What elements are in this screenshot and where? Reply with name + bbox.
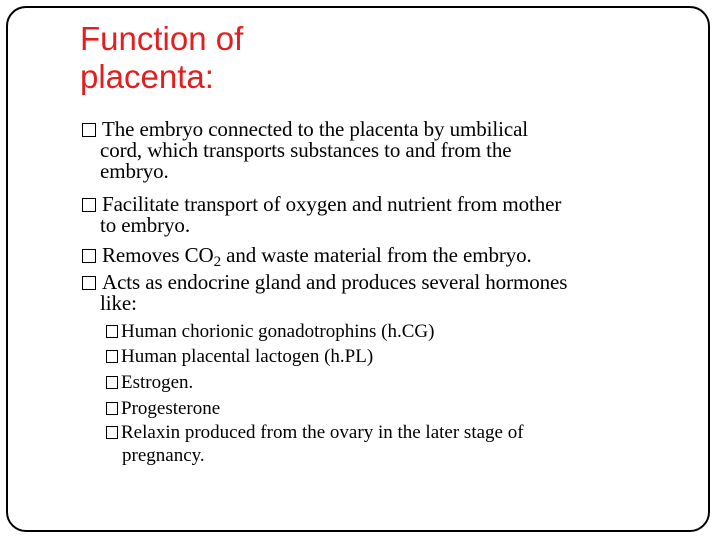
- sub-bullet-item-2: [106, 345, 666, 368]
- bullet-item-2: [82, 194, 692, 236]
- square-bullet-icon: [106, 402, 118, 415]
- bullet-text: Removes CO: [102, 243, 214, 267]
- square-bullet-icon: [106, 376, 118, 389]
- square-bullet-icon: [82, 123, 96, 137]
- bullet-text-cont: embryo.: [100, 159, 169, 183]
- sub-bullet-text: Human placental lactogen (h.PL): [121, 346, 374, 367]
- sub-bullet-item-1: [106, 320, 666, 343]
- bullet-text-cont: to embryo.: [100, 213, 190, 237]
- square-bullet-icon: [106, 426, 118, 439]
- bullet-item-4: [82, 272, 692, 314]
- bullet-text: Facilitate transport of oxygen and nutrient from mother: [102, 192, 562, 216]
- square-bullet-icon: [82, 276, 96, 290]
- bullet-item-1: [82, 119, 692, 182]
- sub-bullet-text: Estrogen.: [121, 372, 194, 393]
- square-bullet-icon: [106, 325, 118, 338]
- bullet-text-cont: cord, which transports substances to and from the: [100, 138, 512, 162]
- sub-bullet-item-5: [106, 421, 666, 467]
- bullet-text: Acts as endocrine gland and produces several hormones: [102, 270, 568, 294]
- sub-bullet-text: Relaxin produced from the ovary in the later stage of: [121, 422, 524, 443]
- slide-title: [80, 20, 243, 96]
- square-bullet-icon: [106, 350, 118, 363]
- sub-bullet-item-4: [106, 397, 666, 420]
- sub-bullet-text: Human chorionic gonadotrophins (h.CG): [121, 321, 435, 342]
- sub-bullet-text-cont: pregnancy.: [122, 445, 205, 466]
- subscript-2: 2: [213, 254, 221, 270]
- bullet-text: and waste material from the embryo.: [220, 243, 532, 267]
- bullet-text-cont: like:: [100, 291, 137, 315]
- title-line-2: placenta:: [80, 58, 214, 95]
- sub-bullet-text: Progesterone: [121, 398, 221, 419]
- square-bullet-icon: [82, 249, 96, 263]
- bullet-text: The embryo connected to the placenta by umbilical: [102, 117, 529, 141]
- title-line-1: Function of: [80, 20, 244, 57]
- square-bullet-icon: [82, 198, 96, 212]
- bullet-item-3: [82, 243, 692, 270]
- sub-bullet-item-3: [106, 371, 666, 394]
